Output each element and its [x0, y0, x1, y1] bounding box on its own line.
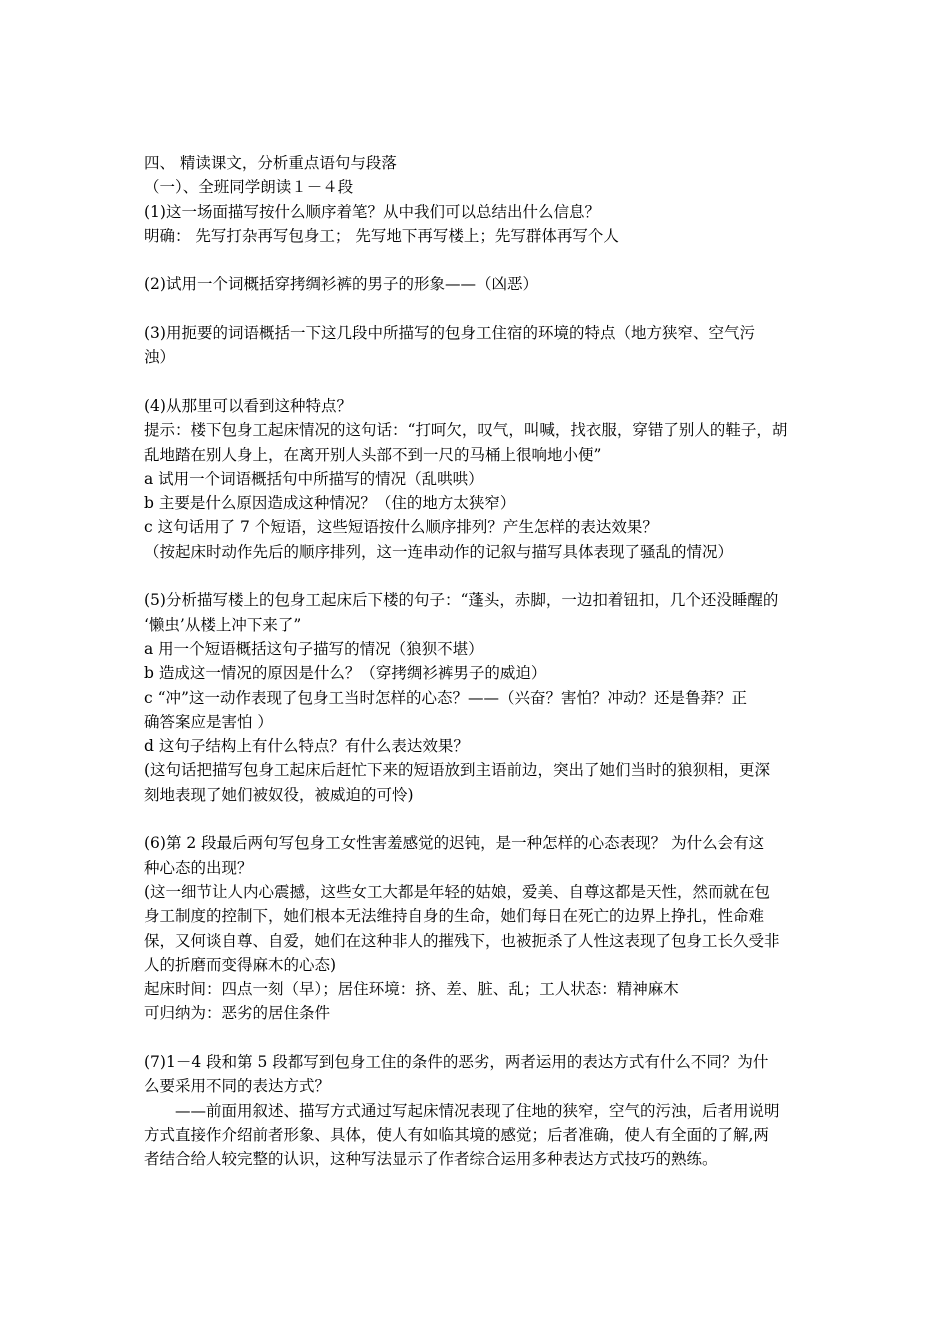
blank-line [144, 297, 812, 321]
answer-5d-line-1: (这句话把描写包身工起床后赶忙下来的短语放到主语前边，突出了她们当时的狼狈相，更深 [144, 761, 771, 780]
sub-question-5b: b 造成这一情况的原因是什么？（穿拷绸衫裤男子的威迫） [144, 664, 547, 683]
answer-5d-line-2: 刻地表现了她们被奴役，被威迫的可怜) [144, 785, 414, 804]
question-6-line-1: (6)第 2 段最后两句写包身工女性害羞感觉的迟钝，是一种怎样的心态表现？ 为什么会有这 [144, 834, 765, 853]
subsection-heading: （一）、全班同学朗读１－４段 [144, 178, 354, 197]
hint-line-1: 提示：楼下包身工起床情况的这句话：“打呵欠，叹气，叫喊，找衣服，穿错了别人的鞋子，胡 [144, 421, 788, 440]
hint-line-2: 乱地踏在别人身上，在离开别人头部不到一尺的马桶上很响地小便” [144, 445, 602, 464]
summary-line-1: 起床时间：四点一刻（早）；居住环境：挤、差、脏、乱；工人状态：精神麻木 [144, 980, 679, 999]
question-1: (1)这一场面描写按什么顺序着笔？从中我们可以总结出什么信息？ [144, 202, 600, 221]
question-4: (4)从那里可以看到这种特点？ [144, 396, 352, 415]
sub-question-5d: d 这句子结构上有什么特点？有什么表达效果？ [144, 737, 469, 756]
answer-6-line-2: 身工制度的控制下，她们根本无法维持自身的生命，她们每日在死亡的边界上挣扎，性命难 [144, 907, 765, 926]
document-body [144, 151, 812, 1171]
answer-6-line-3: 保，又何谈自尊、自爱，她们在这种非人的摧残下，也被扼杀了人性这表现了包身工长久受非 [144, 931, 780, 950]
answer-4c: （按起床时动作先后的顺序排列，这一连串动作的记叙与描写具体表现了骚乱的情况） [144, 542, 734, 561]
question-6-line-2: 种心态的出现？ [144, 858, 253, 877]
question-5-line-2: ‘懒虫’从楼上冲下来了” [144, 615, 302, 634]
answer-1: 明确： 先写打杂再写包身工； 先写地下再写楼上；先写群体再写个人 [144, 226, 619, 245]
answer-6-line-4: 人的折磨而变得麻木的心态) [144, 955, 337, 974]
blank-line [144, 807, 812, 831]
sub-question-4b: b 主要是什么原因造成这种情况？（住的地方太狭窄） [144, 494, 516, 513]
answer-7-line-1: ——前面用叙述、描写方式通过写起床情况表现了住地的狭窄，空气的污浊，后者用说明 [175, 1101, 780, 1120]
sub-question-5c-line-1: c “冲”这一动作表现了包身工当时怎样的心态？——（兴奋？害怕？冲动？还是鲁莽？正 [144, 688, 747, 707]
question-3-line-1: (3)用扼要的词语概括一下这几段中所描写的包身工住宿的环境的特点（地方狭窄、空气污 [144, 324, 755, 343]
question-3-line-2: 浊） [144, 348, 176, 367]
answer-7-line-2: 方式直接作介绍前者形象、具体，使人有如临其境的感觉；后者准确，使人有全面的了解,两 [144, 1125, 769, 1144]
section-heading: 四、 精读课文，分析重点语句与段落 [144, 154, 397, 172]
blank-line [144, 370, 812, 394]
blank-line [144, 564, 812, 588]
sub-question-4c: c 这句话用了 7 个短语，这些短语按什么顺序排列？产生怎样的表达效果？ [144, 518, 658, 537]
blank-line [144, 1026, 812, 1050]
sub-question-5a: a 用一个短语概括这句子描写的情况（狼狈不堪） [144, 639, 484, 658]
question-7-line-2: 么要采用不同的表达方式？ [144, 1077, 331, 1096]
question-5-line-1: (5)分析描写楼上的包身工起床后下楼的句子：“蓬头，赤脚，一边扣着钮扣，几个还没睡醒的 [144, 591, 779, 610]
question-7-line-1: (7)1－4 段和第 5 段都写到包身工住的条件的恶劣，两者运用的表达方式有什么不同？为什 [144, 1052, 769, 1071]
answer-6-line-1: (这一细节让人内心震撼，这些女工大都是年轻的姑娘，爱美、自尊这都是天性，然而就在包 [144, 882, 771, 901]
answer-7-line-3: 者结合给人较完整的认识，这种写法显示了作者综合运用多种表达方式技巧的熟练。 [144, 1150, 718, 1169]
sub-question-4a: a 试用一个词语概括句中所描写的情况（乱哄哄） [144, 469, 484, 488]
question-2: (2)试用一个词概括穿拷绸衫裤的男子的形象——（凶恶） [144, 275, 538, 294]
blank-line [144, 248, 812, 272]
summary-line-2: 可归纳为：恶劣的居住条件 [144, 1004, 331, 1023]
sub-question-5c-line-2: 确答案应是害怕 ） [144, 712, 273, 731]
